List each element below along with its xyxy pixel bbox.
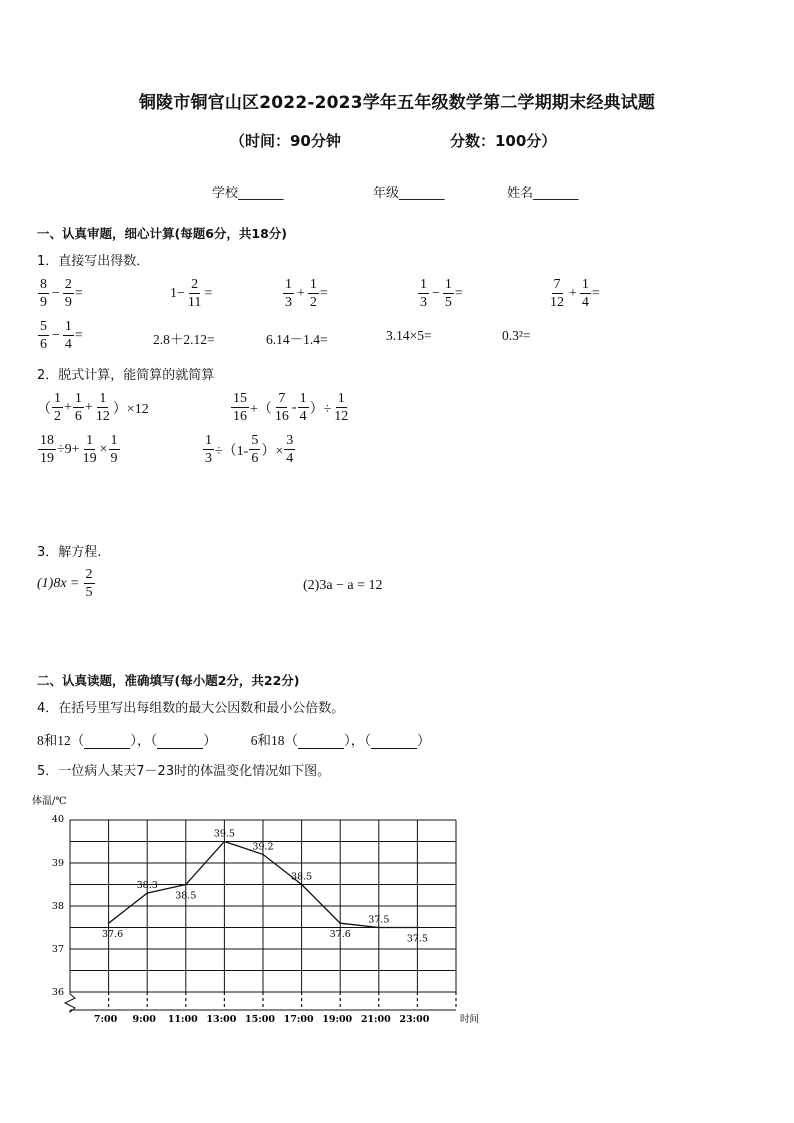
data-label: 37.6 (329, 929, 351, 941)
section2-heading: 二、认真读题，准确填写(每小题2分，共22分) (37, 673, 300, 688)
q2-expr-3: $\frac{18}{19}$ ÷9+ $\frac{1}{19}$ × $\frac{1}{9}$ (40, 433, 118, 466)
data-label: 38.3 (136, 880, 158, 892)
y-axis-title: 体温/℃ (32, 796, 67, 807)
q1-item-e: $\frac{7}{12}$ + $\frac{1}{4}$ = (550, 277, 600, 310)
q4-label: 4．在括号里写出每组数的最大公因数和最小公倍数。 (37, 701, 345, 716)
data-point (108, 922, 110, 924)
data-point (262, 854, 264, 856)
data-label: 37.5 (368, 914, 390, 926)
q4-blank-gcd-1[interactable] (84, 736, 130, 749)
q1-label: 1．直接写出得数． (37, 254, 150, 269)
school-field[interactable]: 学校_______ (212, 186, 284, 201)
x-tick-label: 23:00 (399, 1014, 430, 1025)
name-field[interactable]: 姓名_______ (507, 186, 579, 201)
x-tick-label: 15:00 (245, 1014, 275, 1025)
data-point (378, 927, 380, 929)
grade-field[interactable]: 年级_______ (373, 186, 445, 201)
x-tick-label: 13:00 (206, 1014, 237, 1025)
x-axis-title: 时间 (460, 1014, 480, 1025)
y-tick-label: 37 (51, 944, 64, 955)
q2-expr-1: （ $\frac{1}{2}$ + $\frac{1}{6}$ + $\frac{1}{12}$ ）×12 (37, 391, 149, 424)
x-tick-label: 17:00 (283, 1014, 314, 1025)
y-tick-label: 40 (51, 814, 64, 825)
data-point (417, 927, 419, 929)
q1-item-g: 2.8＋2.12= (153, 332, 215, 347)
q2-expr-4: $\frac{1}{3}$ ÷（1- $\frac{5}{6}$ ）× $\frac{3}{4}$ (205, 433, 294, 466)
q2-label: 2．脱式计算，能简算的就简算 (37, 368, 215, 383)
x-tick-label: 19:00 (322, 1014, 353, 1025)
data-point (301, 884, 303, 886)
x-tick-label: 21:00 (360, 1014, 391, 1025)
q1-item-a: $\frac{8}{9}$ − $\frac{2}{9}$ = (40, 277, 83, 310)
data-label: 39.2 (252, 841, 274, 853)
data-label: 37.6 (102, 929, 124, 941)
q2-expr-2: $\frac{15}{16}$ +（ $\frac{7}{16}$ - $\frac{1}{4}$ ）÷ $\frac{1}{12}$ (233, 391, 349, 424)
page-title: 铜陵市铜官山区2022-2023学年五年级数学第二学期期末经典试题 (138, 93, 656, 113)
data-point (185, 884, 187, 886)
q4-blank-gcd-2[interactable] (298, 736, 344, 749)
data-label: 38.5 (175, 890, 197, 902)
temperature-line-chart (30, 790, 480, 1030)
y-tick-label: 36 (51, 987, 64, 998)
q4-blanks-row: 8和12（ ），（ ） 6和18（ ），（ ） (37, 733, 431, 748)
axis-break-zigzag (65, 994, 75, 1012)
exam-score: 分数：100分） (450, 132, 557, 150)
q1-item-c: $\frac{1}{3}$ + $\frac{1}{2}$ = (285, 277, 328, 310)
x-tick-label: 11:00 (167, 1014, 198, 1025)
y-tick-label: 38 (51, 901, 64, 912)
q1-item-f: $\frac{5}{6}$ − $\frac{1}{4}$ = (40, 319, 83, 352)
data-label: 39.5 (213, 828, 235, 840)
data-point (339, 922, 341, 924)
q3-label: 3．解方程. (37, 545, 102, 560)
data-label: 38.5 (291, 871, 313, 883)
y-tick-label: 39 (51, 858, 64, 869)
exam-time: （时间：90分钟 (230, 132, 341, 150)
q1-item-d: $\frac{1}{3}$ − $\frac{1}{5}$ = (420, 277, 463, 310)
q4-blank-lcm-1[interactable] (157, 736, 203, 749)
section1-heading: 一、认真审题，细心计算(每题6分，共18分) (37, 226, 288, 241)
q3-equation-2: (2)3a − a = 12 (303, 578, 383, 593)
q4-blank-lcm-2[interactable] (371, 736, 417, 749)
q1-item-i: 3.14×5= (386, 328, 432, 343)
data-point (146, 892, 148, 894)
x-tick-label: 9:00 (132, 1014, 156, 1025)
data-point (224, 841, 226, 843)
q5-label: 5．一位病人某天7－23时的体温变化情况如下图。 (37, 764, 331, 779)
q3-equation-1: (1)8x = $\frac{2}{5}$ (37, 567, 93, 600)
data-label: 37.5 (406, 933, 428, 945)
q1-item-h: 6.14－1.4= (266, 332, 328, 347)
q1-item-b: 1− $\frac{2}{11}$ = (170, 277, 213, 310)
x-tick-label: 7:00 (93, 1014, 118, 1025)
q1-item-j: 0.3²= (502, 328, 531, 343)
